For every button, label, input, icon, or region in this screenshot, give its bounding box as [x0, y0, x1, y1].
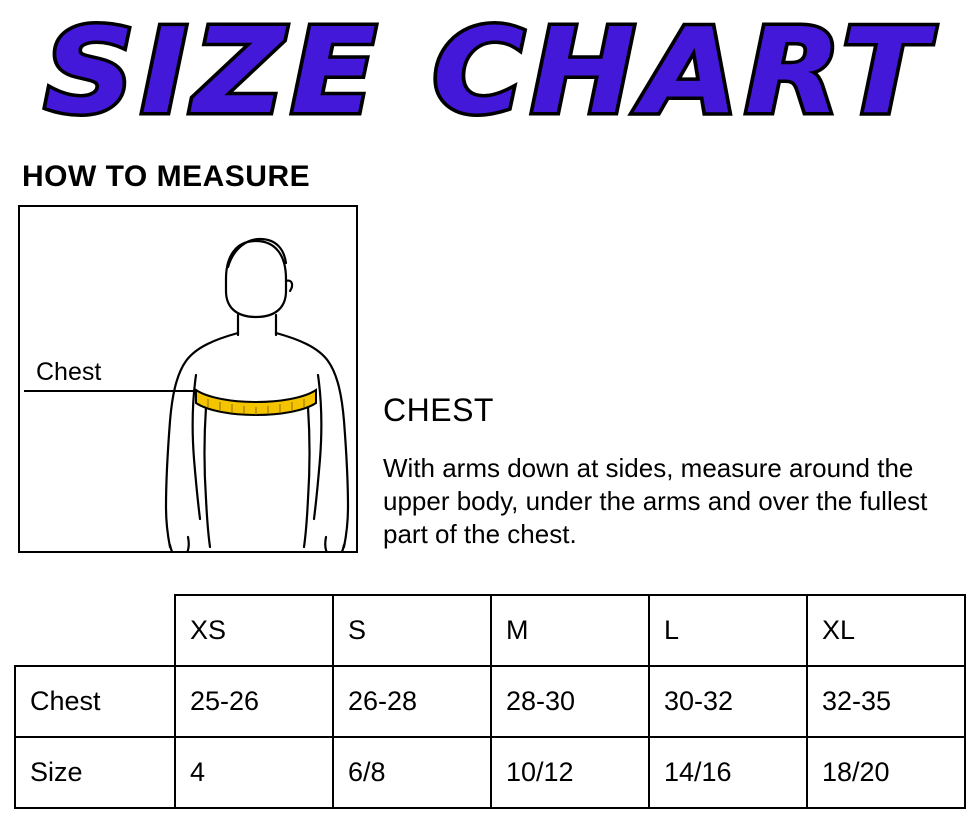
cell-size-s: 6/8 — [333, 737, 491, 808]
tape-measure-icon — [196, 390, 316, 415]
page-title-text: SIZE CHART — [44, 2, 934, 140]
chest-measure-label: Chest — [33, 358, 104, 387]
table-header-xs: XS — [175, 595, 333, 666]
page-title — [0, 0, 978, 146]
how-to-measure-heading: HOW TO MEASURE — [22, 160, 311, 193]
cell-size-xs: 4 — [175, 737, 333, 808]
size-table — [14, 594, 966, 809]
cell-size-xl: 18/20 — [807, 737, 965, 808]
cell-chest-l: 30-32 — [649, 666, 807, 737]
row-label-size: Size — [15, 737, 175, 808]
row-label-chest: Chest — [15, 666, 175, 737]
table-corner-cell — [15, 595, 175, 666]
cell-size-m: 10/12 — [491, 737, 649, 808]
table-header-row — [15, 595, 965, 666]
table-header-xl: XL — [807, 595, 965, 666]
description-body: With arms down at sides, measure around the upper body, under the arms and over the fullest part of the chest. — [383, 453, 928, 549]
cell-chest-xs: 25-26 — [175, 666, 333, 737]
table-header-l: L — [649, 595, 807, 666]
table-row — [15, 737, 965, 808]
cell-chest-s: 26-28 — [333, 666, 491, 737]
table-header-s: S — [333, 595, 491, 666]
cell-chest-m: 28-30 — [491, 666, 649, 737]
cell-size-l: 14/16 — [649, 737, 807, 808]
table-header-m: M — [491, 595, 649, 666]
description-heading: CHEST — [383, 392, 494, 428]
table-row — [15, 666, 965, 737]
cell-chest-xl: 32-35 — [807, 666, 965, 737]
